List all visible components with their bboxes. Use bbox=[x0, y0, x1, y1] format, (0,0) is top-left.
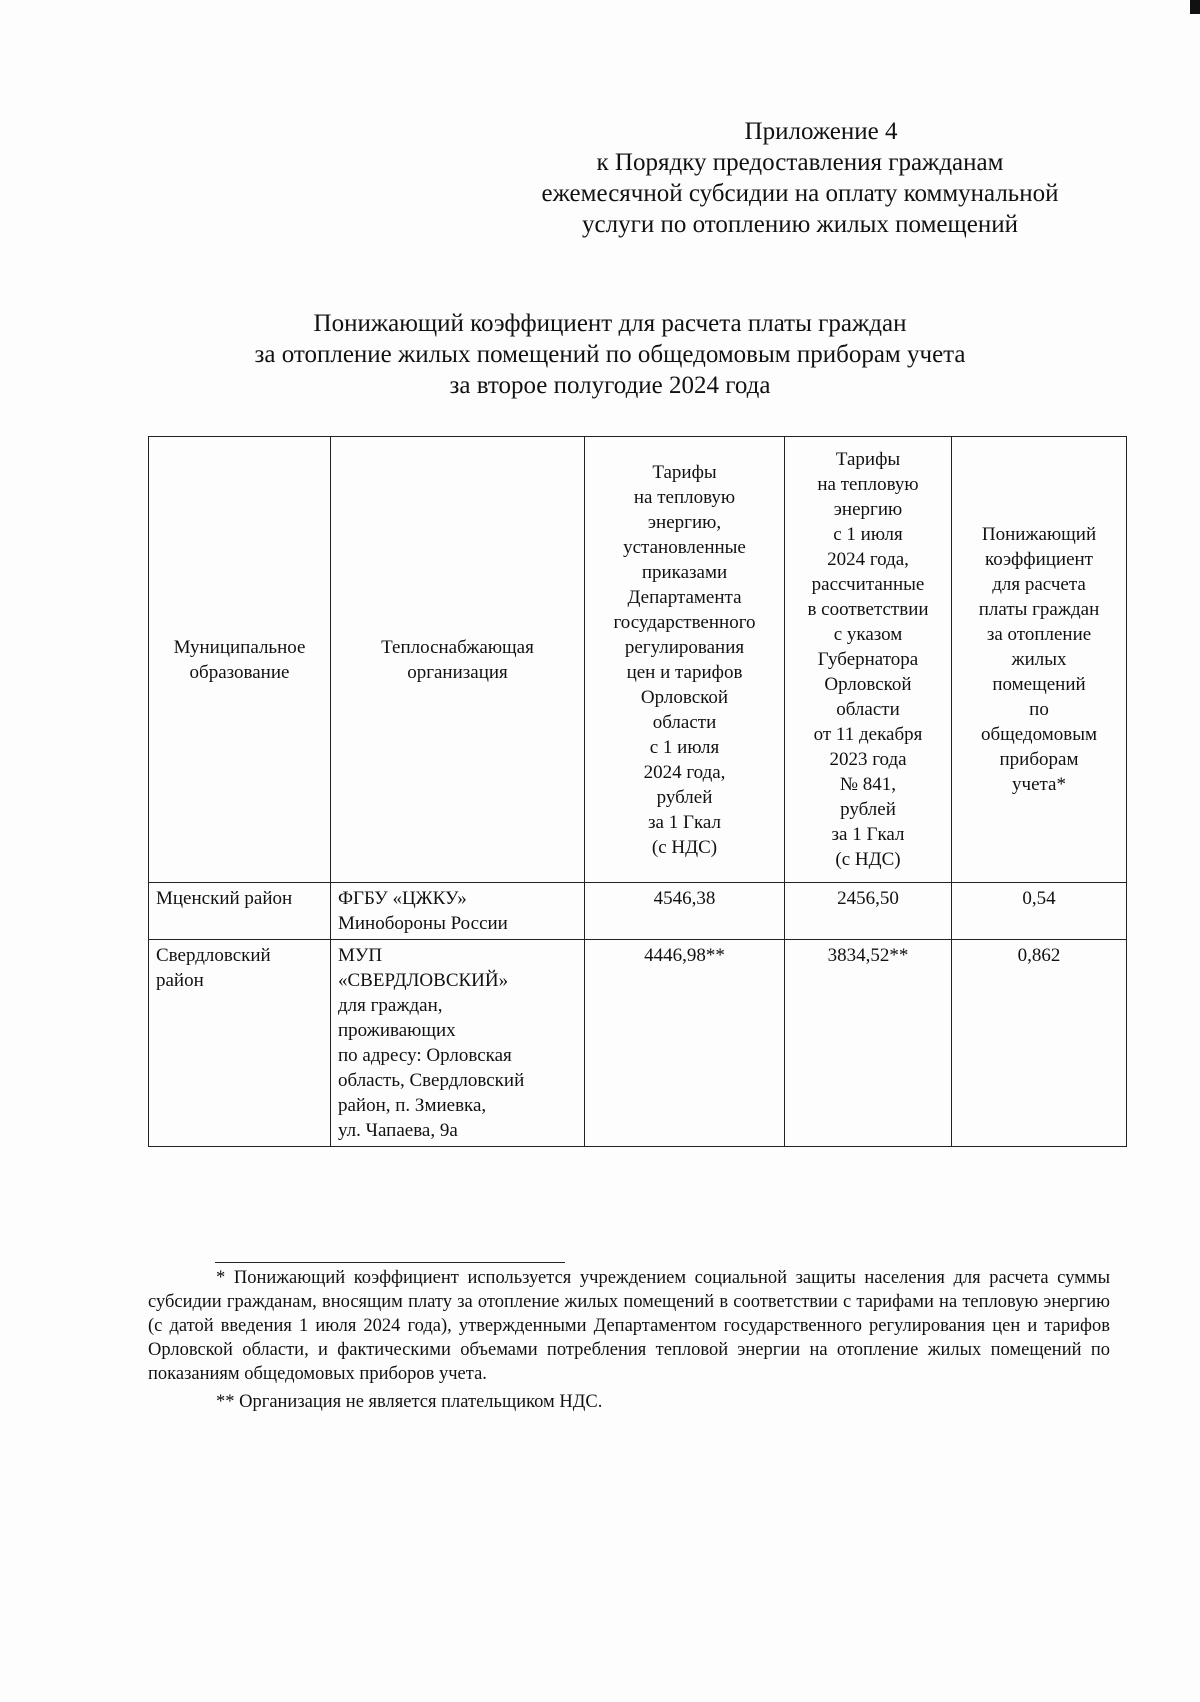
header-line: с указом bbox=[833, 624, 903, 645]
header-line: приборам bbox=[999, 749, 1079, 770]
cell-line: район, п. Змиевка, bbox=[338, 1095, 487, 1116]
header-line: (с НДС) bbox=[835, 849, 901, 870]
header-line: Понижающий bbox=[981, 524, 1097, 545]
header-tariff-governor bbox=[785, 437, 952, 883]
header-line: на тепловую bbox=[633, 486, 736, 508]
header-line: 2023 года bbox=[829, 749, 907, 770]
header-line: образование bbox=[189, 661, 290, 683]
header-line: области bbox=[652, 711, 717, 733]
cell-coefficient: 0,54 bbox=[952, 883, 1127, 940]
cell-line: ул. Чапаева, 9а bbox=[338, 1120, 458, 1141]
header-municipality bbox=[149, 437, 331, 883]
header-line: Тарифы bbox=[652, 461, 717, 483]
header-line: Орловской bbox=[640, 686, 729, 708]
header-line: области bbox=[836, 699, 900, 720]
header-line: рублей bbox=[656, 786, 713, 808]
header-line: платы граждан bbox=[978, 599, 1100, 620]
header-line: приказами bbox=[641, 561, 728, 583]
tariffs-table bbox=[148, 436, 1127, 1147]
header-line: Теплоснабжающая bbox=[381, 636, 534, 658]
scan-corner-mark bbox=[1190, 0, 1200, 14]
header-line: по bbox=[1029, 699, 1049, 720]
cell-organization bbox=[331, 883, 585, 940]
header-line: (с НДС) bbox=[651, 836, 718, 858]
footnote-separator bbox=[215, 1262, 565, 1263]
header-line: Департамента bbox=[627, 586, 742, 608]
header-line: для расчета bbox=[992, 574, 1086, 595]
table-header-row bbox=[149, 437, 1127, 883]
cell-municipality bbox=[149, 940, 331, 1147]
header-coefficient bbox=[952, 437, 1127, 883]
cell-line: Мценский район bbox=[156, 888, 293, 909]
cell-municipality bbox=[149, 883, 331, 940]
header-line: Тарифы bbox=[835, 449, 901, 470]
cell-line: проживающих bbox=[338, 1020, 456, 1041]
header-line: на тепловую bbox=[817, 474, 919, 495]
cell-line: область, Свердловский bbox=[338, 1070, 525, 1091]
header-line: с 1 июля bbox=[833, 524, 903, 545]
header-line: в соответствии bbox=[807, 599, 929, 620]
cell-line: ФГБУ «ЦЖКУ» bbox=[338, 888, 467, 909]
title-line: за отопление жилых помещений по общедомовым приборам учета bbox=[254, 341, 966, 368]
header-line: государственного bbox=[613, 611, 756, 633]
appendix-line: к Порядку предоставления гражданам bbox=[596, 149, 1004, 176]
header-line: жилых bbox=[1011, 649, 1067, 670]
cell-tariff-department: 4546,38 bbox=[585, 883, 785, 940]
header-line: организация bbox=[407, 661, 508, 683]
cell-line: «СВЕРДЛОВСКИЙ» bbox=[338, 970, 509, 991]
header-line: помещений bbox=[992, 674, 1086, 695]
cell-line: для граждан, bbox=[338, 995, 443, 1016]
cell-tariff-department: 4446,98** bbox=[585, 940, 785, 1147]
appendix-line: Приложение 4 bbox=[744, 118, 898, 145]
header-line: энергию, bbox=[647, 511, 722, 533]
cell-line: Минобороны России bbox=[338, 913, 508, 934]
table-row bbox=[149, 940, 1127, 1147]
header-line: регулирования bbox=[624, 636, 745, 658]
header-line: за 1 Гкал bbox=[831, 824, 905, 845]
appendix-line: услуги по отоплению жилых помещений bbox=[582, 211, 1018, 238]
cell-coefficient: 0,862 bbox=[952, 940, 1127, 1147]
header-line: рассчитанные bbox=[811, 574, 925, 595]
footnote-vat: ** Организация не является плательщиком НДС. bbox=[216, 1392, 603, 1412]
header-tariff-department bbox=[585, 437, 785, 883]
header-line: общедомовым bbox=[980, 724, 1098, 745]
cell-line: Свердловский bbox=[156, 945, 271, 966]
header-line: коэффициент bbox=[985, 549, 1093, 570]
document-title bbox=[150, 308, 1070, 401]
header-line: Орловской bbox=[824, 674, 912, 695]
header-line: учета* bbox=[1012, 774, 1066, 795]
header-line: цен и тарифов bbox=[626, 661, 743, 683]
cell-line: по адресу: Орловская bbox=[338, 1045, 512, 1066]
footnotes bbox=[148, 1266, 1110, 1414]
header-line: Губернатора bbox=[817, 649, 919, 670]
cell-line: МУП bbox=[338, 945, 383, 966]
header-line: за отопление bbox=[986, 624, 1092, 645]
header-line: за 1 Гкал bbox=[648, 811, 721, 833]
header-line: с 1 июля bbox=[649, 736, 720, 758]
header-organization bbox=[331, 437, 585, 883]
header-line: Муниципальное bbox=[173, 636, 306, 658]
header-line: рублей bbox=[840, 799, 896, 820]
header-line: установленные bbox=[623, 536, 746, 558]
header-line: от 11 декабря bbox=[813, 724, 923, 745]
appendix-header bbox=[470, 116, 1130, 240]
appendix-line: ежемесячной субсидии на оплату коммунальной bbox=[541, 180, 1059, 207]
cell-line: район bbox=[156, 970, 204, 991]
cell-tariff-governor: 2456,50 bbox=[785, 883, 952, 940]
footnote-coefficient: * Понижающий коэффициент используется учреждением социальной защиты населения для расчета суммы субсидии гражданам, вносящим плату за отопление жилых помещений в соответствии с тарифами на тепловую энергию (с датой введения 1 июля 2024 года), утвержденными Департаментом государственного регулирования цен и тарифов Орловской области, и фактическими объемами потребления тепловой энергии на отопление жилых помещений по показаниям общедомовых приборов учета. bbox=[148, 1268, 1110, 1384]
header-line: 2024 года, bbox=[643, 761, 726, 783]
title-line: Понижающий коэффициент для расчета платы граждан bbox=[313, 310, 907, 337]
header-line: энергию bbox=[833, 499, 903, 520]
title-line: за второе полугодие 2024 года bbox=[449, 372, 771, 399]
header-line: № 841, bbox=[839, 774, 897, 795]
cell-organization bbox=[331, 940, 585, 1147]
table-row bbox=[149, 883, 1127, 940]
header-line: 2024 года, bbox=[827, 549, 909, 570]
cell-tariff-governor: 3834,52** bbox=[785, 940, 952, 1147]
